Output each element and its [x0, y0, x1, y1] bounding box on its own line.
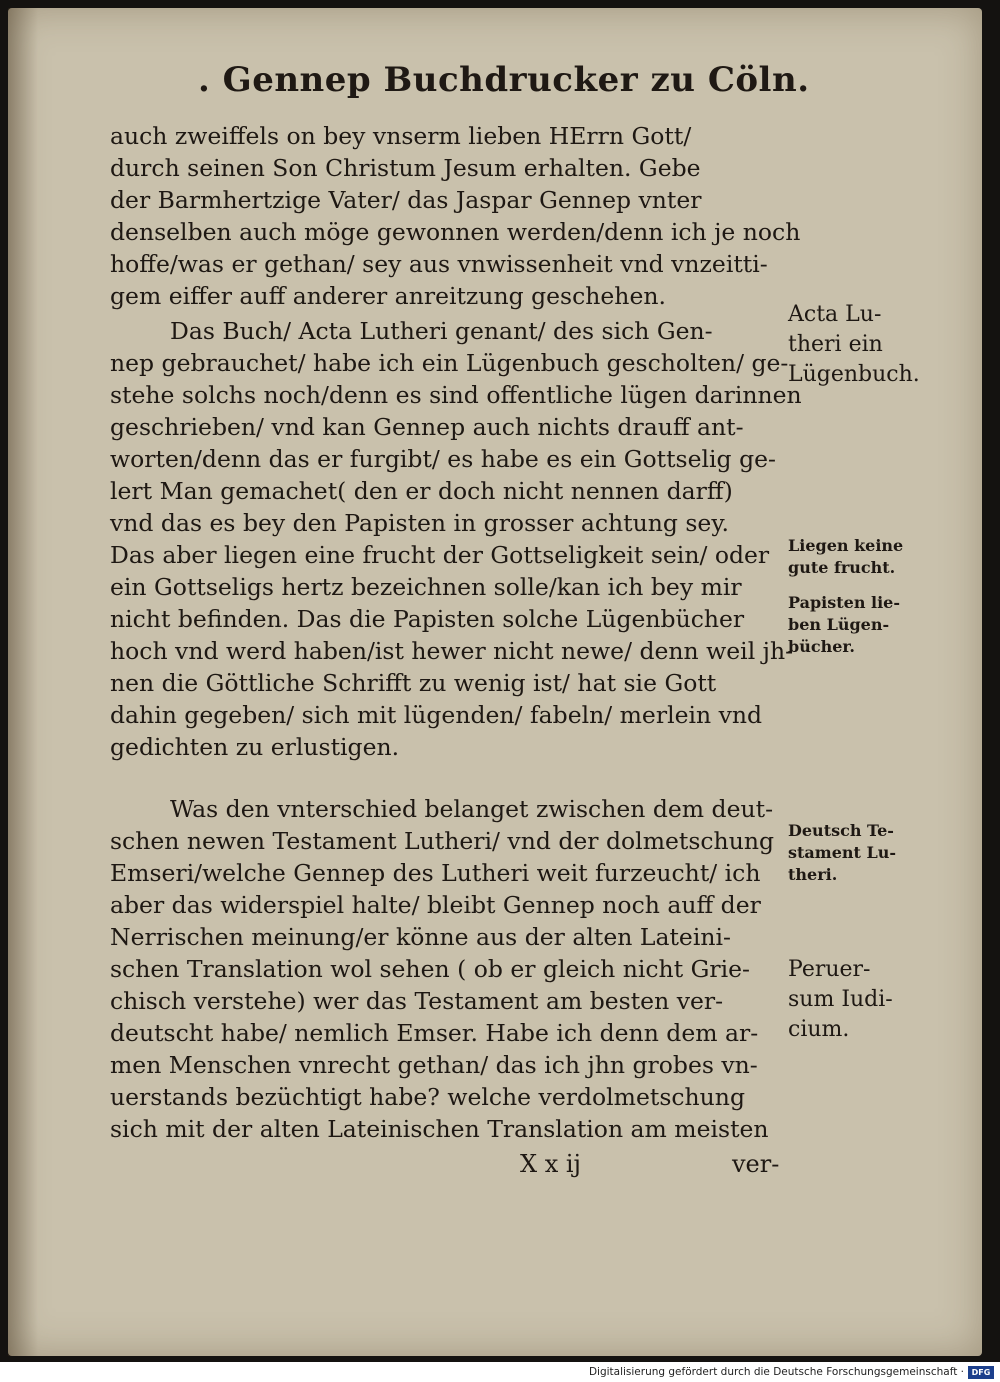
text-line: Was den vnterschied belanget zwischen dem deut-	[170, 795, 774, 823]
dfg-logo: DFG	[968, 1366, 994, 1379]
running-head: . Gennep Buchdrucker zu Cöln.	[198, 60, 810, 100]
text-line: durch seinen Son Christum Jesum erhalten. Gebe	[110, 154, 701, 182]
marginal-note	[788, 300, 928, 390]
marginal-note-line: Papisten lie-	[788, 593, 900, 612]
text-line: Das Buch/ Acta Lutheri genant/ des sich Gen-	[170, 317, 713, 345]
signature-mark: X x ij	[520, 1150, 581, 1178]
text-line: der Barmhertzige Vater/ das Jaspar Gennep vnter	[110, 186, 702, 214]
text-line: geschrieben/ vnd kan Gennep auch nichts drauff ant-	[110, 413, 744, 441]
text-line: ein Gottseligs hertz bezeichnen solle/kan ich bey mir	[110, 573, 742, 601]
text-line: vnd das es bey den Papisten in grosser achtung sey.	[110, 509, 729, 537]
marginal-note-line: ben Lügen-	[788, 615, 890, 634]
text-line: gem eiffer auff anderer anreitzung geschehen.	[110, 282, 666, 310]
text-line: gedichten zu erlustigen.	[110, 733, 400, 761]
marginal-note-line: Acta Lu-	[788, 302, 882, 327]
text-line: chisch verstehe) wer das Testament am besten ver-	[110, 987, 724, 1015]
marginal-note-line: cium.	[788, 1017, 850, 1042]
text-line: schen newen Testament Lutheri/ vnd der dolmetschung	[110, 827, 775, 855]
text-line: deutscht habe/ nemlich Emser. Habe ich denn dem ar-	[110, 1019, 759, 1047]
text-line: lert Man gemachet( den er doch nicht nennen darff)	[110, 477, 733, 505]
text-line: nep gebrauchet/ habe ich ein Lügenbuch gescholten/ ge-	[110, 349, 789, 377]
marginal-note-line: Peruer-	[788, 957, 871, 982]
marginal-note	[788, 592, 928, 658]
marginal-note	[788, 820, 928, 886]
text-line: Emseri/welche Gennep des Lutheri weit furzeucht/ ich	[110, 859, 761, 887]
text-line: denselben auch möge gewonnen werden/denn ich je noch	[110, 218, 801, 246]
text-line: uerstands bezüchtigt habe? welche verdolmetschung	[110, 1083, 745, 1111]
text-line: men Menschen vnrecht gethan/ das ich jhn grobes vn-	[110, 1051, 758, 1079]
text-line: worten/denn das er furgibt/ es habe es ein Gottselig ge-	[110, 445, 776, 473]
text-line: dahin gegeben/ sich mit lügenden/ fabeln/ merlein vnd	[110, 701, 763, 729]
marginal-note-line: sum Iudi-	[788, 987, 893, 1012]
marginal-note-line: Lügenbuch.	[788, 362, 920, 387]
text-line: auch zweiffels on bey vnserm lieben HErrn Gott/	[110, 122, 692, 150]
text-line: Das aber liegen eine frucht der Gottseligkeit sein/ oder	[110, 541, 770, 569]
text-line: nicht befinden. Das die Papisten solche Lügenbücher	[110, 605, 745, 633]
marginal-note-line: theri.	[788, 865, 838, 884]
text-line: Nerrischen meinung/er könne aus der alten Lateini-	[110, 923, 731, 951]
catchword: ver-	[732, 1150, 780, 1178]
marginal-note-line: Deutsch Te-	[788, 821, 894, 840]
marginal-note-line: Liegen keine	[788, 536, 904, 555]
text-line: stehe solchs noch/denn es sind offentliche lügen darinnen	[110, 381, 802, 409]
text-line: aber das widerspiel halte/ bleibt Gennep noch auff der	[110, 891, 761, 919]
marginal-note	[788, 955, 928, 1045]
digitization-credit: Digitalisierung gefördert durch die Deutsche Forschungsgemeinschaft ·	[588, 1366, 964, 1378]
text-line: hoch vnd werd haben/ist hewer nicht newe/ denn weil jh-	[110, 637, 794, 665]
text-line: schen Translation wol sehen ( ob er gleich nicht Grie-	[110, 955, 750, 983]
marginal-note-line: theri ein	[788, 332, 883, 357]
marginal-note	[788, 535, 928, 579]
marginal-note-line: bücher.	[788, 637, 855, 656]
text-line: hoffe/was er gethan/ sey aus vnwissenheit vnd vnzeitti-	[110, 250, 768, 278]
text-line: nen die Göttliche Schrifft zu wenig ist/ hat sie Gott	[110, 669, 717, 697]
marginal-note-line: stament Lu-	[788, 843, 896, 862]
text-line: sich mit der alten Lateinischen Translation am meisten	[110, 1115, 769, 1143]
marginal-note-line: gute frucht.	[788, 558, 896, 577]
